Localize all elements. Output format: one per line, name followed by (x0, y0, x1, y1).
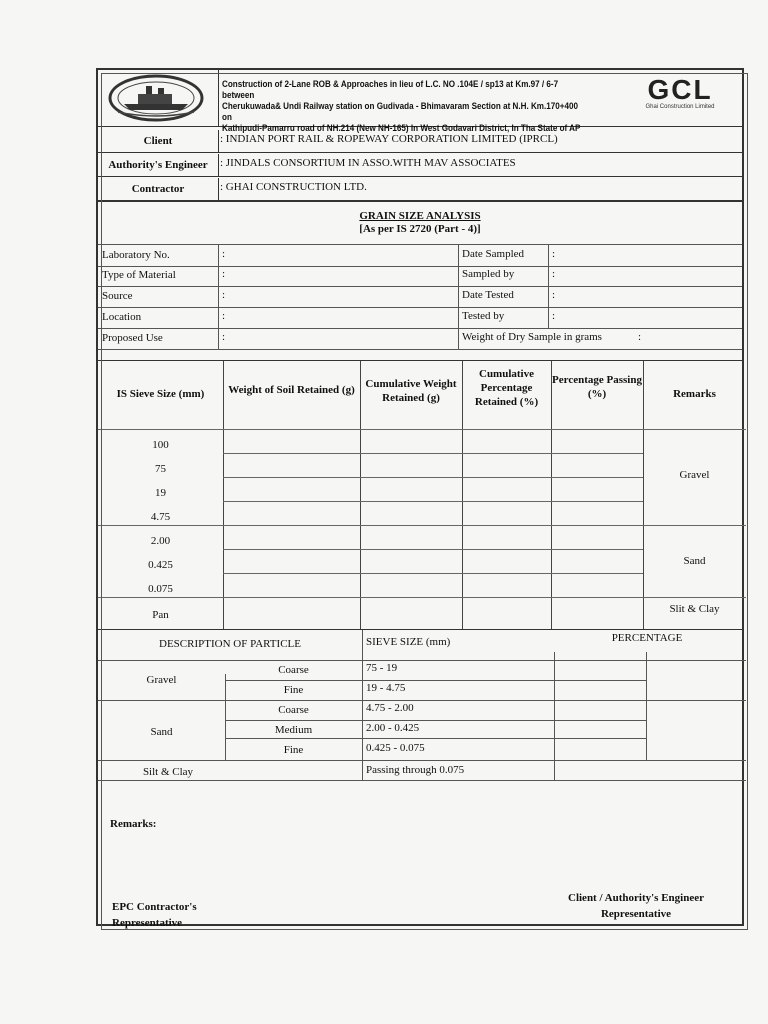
desc-size: 4.75 - 2.00 (366, 702, 414, 714)
engineer-row (98, 154, 742, 177)
desc-size: 19 - 4.75 (366, 682, 406, 694)
info-row (98, 265, 742, 287)
client-label: Client (98, 130, 219, 152)
info-right-label: Date Sampled (462, 248, 525, 260)
ship-logo-icon (98, 70, 218, 126)
info-left-label: Laboratory No. (102, 249, 170, 261)
header-weight-retained: Weight of Soil Retained (g) (228, 384, 355, 396)
info-left-label: Proposed Use (102, 332, 163, 344)
header-cumulative-percentage: Cumulative Percentage Retained (%) (474, 368, 539, 408)
info-left-label: Source (102, 290, 133, 302)
desc-sub: Medium (274, 724, 313, 736)
analysis-subtitle: [As per IS 2720 (Part - 4)] (359, 223, 481, 235)
engineer-label: Authority's Engineer (98, 154, 219, 176)
desc-sub: Fine (283, 684, 304, 696)
info-left-label: Location (102, 311, 142, 323)
project-title-line: Construction of 2-Lane ROB & Approaches in lieu of L.C. NO .104E / sp13 at Km.97 / 6-7 between (222, 79, 559, 100)
info-left-value[interactable]: : (222, 248, 226, 260)
project-title-line: Cherukuwada& Undi Railway station on Gudivada - Bhimavaram Section at N.H. Km.170+400 on (222, 101, 578, 122)
client-value: : INDIAN PORT RAIL & ROPEWAY CORPORATION LIMITED (IPRCL) (220, 133, 558, 145)
remarks-label: Remarks: (110, 818, 157, 830)
iprcl-logo-cell (98, 70, 219, 126)
remark-gravel: Gravel (679, 469, 710, 481)
info-right-value[interactable]: : (552, 248, 556, 260)
desc-header-percentage: PERCENTAGE (611, 632, 683, 644)
particle-description-table (98, 630, 742, 778)
header-sieve-size: IS Sieve Size (mm) (116, 388, 205, 400)
remark-silt-clay: Slit & Clay (669, 603, 720, 615)
sieve-table (98, 360, 742, 630)
info-right-value[interactable]: : (638, 331, 642, 343)
sieve-size-cell: 75 (155, 463, 166, 475)
info-right-value[interactable]: : (552, 310, 556, 322)
project-title (222, 79, 590, 134)
project-title-line: Kathipudi-Pamarru road of NH.214 (New NH-165) In West Godavari District, In Tha State of AP (222, 123, 581, 133)
form-header (98, 70, 742, 133)
desc-size: 0.425 - 0.075 (366, 742, 425, 754)
client-signature-line: Representative (600, 908, 672, 920)
info-left-value[interactable]: : (222, 268, 226, 280)
header-cumulative-weight: Cumulative Weight Retained (g) (365, 378, 457, 404)
epc-signature-line: EPC Contractor's (112, 901, 197, 913)
info-right-label: Tested by (462, 310, 505, 322)
info-row (98, 328, 742, 350)
desc-sub: Coarse (278, 704, 309, 716)
contractor-value: : GHAI CONSTRUCTION LTD. (220, 181, 367, 193)
info-right-value[interactable]: : (552, 268, 556, 280)
info-left-value[interactable]: : (222, 310, 226, 322)
grain-size-form (96, 68, 744, 929)
client-signature-line: Client / Authority's Engineer (568, 892, 704, 904)
analysis-title-text: GRAIN SIZE ANALYSIS (359, 210, 481, 222)
gcl-logo (630, 74, 730, 110)
desc-group-gravel: Gravel (146, 674, 177, 686)
sieve-size-cell: 0.075 (148, 583, 173, 595)
info-row (98, 307, 742, 329)
desc-size: 2.00 - 0.425 (366, 722, 420, 734)
epc-signature-block (112, 899, 197, 931)
desc-size: 75 - 19 (366, 662, 398, 674)
info-right-label: Date Tested (462, 289, 514, 301)
info-right-value[interactable]: : (552, 289, 556, 301)
gcl-logo-text: GCL (647, 74, 713, 105)
sieve-size-cell: 4.75 (150, 511, 171, 523)
sieve-size-cell: 2.00 (150, 535, 171, 547)
desc-sub: Coarse (278, 664, 309, 676)
info-right-label: Sampled by (462, 268, 515, 280)
info-row (98, 244, 742, 267)
client-signature-block (546, 890, 726, 922)
info-row (98, 286, 742, 308)
sieve-size-cell: 100 (152, 439, 169, 451)
header-percentage-passing: Percentage Passing (%) (552, 374, 642, 400)
epc-signature-line: Representative (112, 917, 183, 929)
desc-group-sand: Sand (150, 726, 173, 738)
client-row (98, 130, 742, 153)
info-left-value[interactable]: : (222, 289, 226, 301)
info-left-label: Type of Material (102, 269, 176, 281)
remark-sand: Sand (683, 555, 706, 567)
sieve-size-cell: Pan (152, 609, 169, 621)
desc-header-sieve-size: SIEVE SIZE (mm) (366, 636, 451, 648)
desc-header-particle: DESCRIPTION OF PARTICLE (159, 638, 301, 650)
analysis-title (98, 210, 742, 236)
gcl-logo-subtitle: Ghai Construction Limited (645, 104, 715, 110)
engineer-value: : JINDALS CONSORTIUM IN ASSO.WITH MAV ASSOCIATES (220, 157, 516, 169)
sieve-size-cell: 19 (155, 487, 166, 499)
desc-sub: Fine (283, 744, 304, 756)
sieve-size-cell: 0.425 (148, 559, 173, 571)
contractor-row (98, 178, 742, 202)
info-left-value[interactable]: : (222, 331, 226, 343)
contractor-label: Contractor (98, 178, 219, 200)
info-right-label: Weight of Dry Sample in grams (462, 331, 602, 343)
header-remarks: Remarks (673, 388, 716, 400)
desc-group-silt-clay: Silt & Clay (142, 766, 194, 778)
desc-size: Passing through 0.075 (366, 764, 465, 776)
